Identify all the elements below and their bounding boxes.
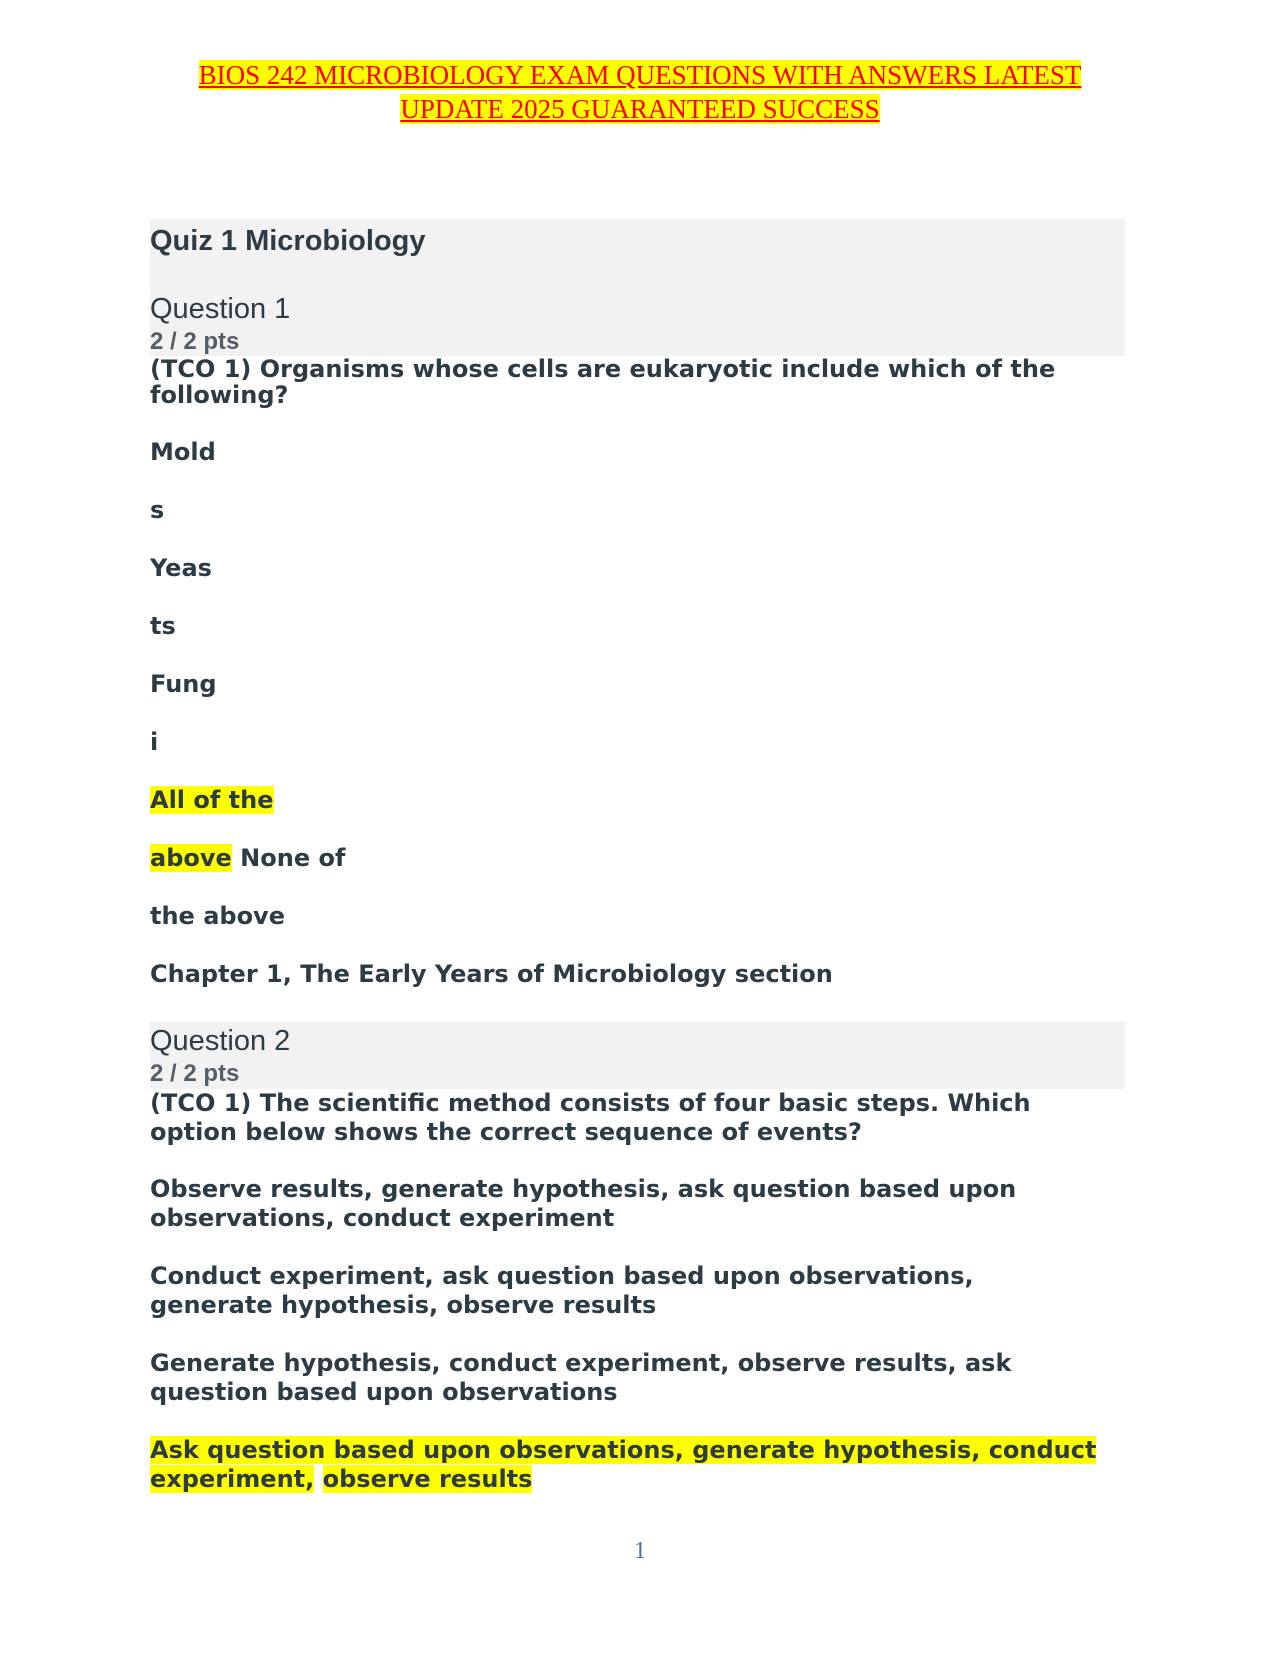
question-2-option-3 xyxy=(150,1349,1140,1407)
correct-answer-highlight: Ask question based upon observations, generate hypothesis, conduct xyxy=(150,1436,1097,1464)
question-2-option-2 xyxy=(150,1262,1140,1320)
question-2-heading: Question 2 xyxy=(150,1025,291,1057)
question-1-line: ts xyxy=(150,612,176,640)
question-1-prompt-line-1: (TCO 1) Organisms whose cells are eukaryotic include which of the xyxy=(150,355,1056,383)
question-2-points: 2 / 2 pts xyxy=(150,1060,240,1087)
question-1-line: Mold xyxy=(150,438,216,466)
document-title-line-1: BIOS 242 MICROBIOLOGY EXAM QUESTIONS WITH ANSWERS LATEST xyxy=(198,60,1082,90)
question-2-option-1 xyxy=(150,1175,1140,1233)
document-title xyxy=(150,58,1130,126)
question-1-prompt-line-2: following? xyxy=(150,381,289,409)
question-1-line: i xyxy=(150,728,159,756)
question-1-correct-answer-part-2: above xyxy=(150,844,232,872)
question-2-prompt-line-2: option below shows the correct sequence of events? xyxy=(150,1118,862,1146)
question-1-line: the above xyxy=(150,902,285,930)
option-line: observations, conduct experiment xyxy=(150,1204,615,1232)
option-line: generate hypothesis, observe results xyxy=(150,1291,657,1319)
question-1-line-mixed xyxy=(150,844,1140,873)
question-1-line: s xyxy=(150,496,165,524)
question-1-correct-answer-part-1 xyxy=(150,786,1140,815)
document-title-line-2: UPDATE 2025 GUARANTEED SUCCESS xyxy=(400,94,880,124)
question-2-prompt-line-1: (TCO 1) The scientific method consists of four basic steps. Which xyxy=(150,1089,1031,1117)
page-number: 1 xyxy=(634,1538,646,1564)
quiz-title: Quiz 1 Microbiology xyxy=(150,225,426,257)
question-1-line: Yeas xyxy=(150,554,212,582)
question-1-reference: Chapter 1, The Early Years of Microbiology section xyxy=(150,960,833,988)
question-1-option-none-of: None of xyxy=(240,844,346,872)
question-1-heading: Question 1 xyxy=(150,293,291,325)
question-1-prompt xyxy=(150,356,1140,408)
correct-answer-highlight: experiment, xyxy=(150,1465,315,1493)
correct-answer-highlight: observe results xyxy=(322,1465,533,1493)
question-1-correct-answer-highlight: All of the xyxy=(150,786,274,814)
option-line: Generate hypothesis, conduct experiment, observe results, ask xyxy=(150,1349,1012,1377)
question-2-prompt xyxy=(150,1089,1140,1147)
question-2-header-block xyxy=(150,1021,1125,1089)
option-line: Conduct experiment, ask question based upon observations, xyxy=(150,1262,974,1290)
question-1-points: 2 / 2 pts xyxy=(150,328,240,355)
question-1-line: Fung xyxy=(150,670,217,698)
question-2-correct-answer xyxy=(150,1436,1140,1494)
option-line: question based upon observations xyxy=(150,1378,618,1406)
option-line: Observe results, generate hypothesis, ask question based upon xyxy=(150,1175,1017,1203)
